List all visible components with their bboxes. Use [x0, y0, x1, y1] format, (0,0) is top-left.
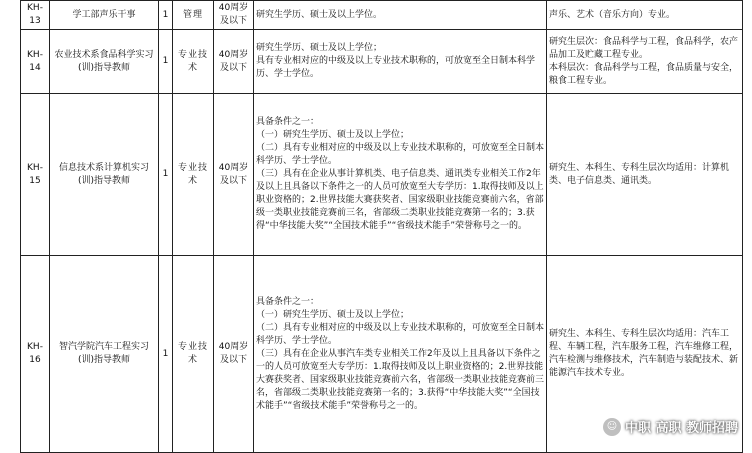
age-limit: 40周岁及以下 — [214, 94, 254, 256]
requirement-line: （二）具有专业相对应的中级及以上专业技术职称的，可放宽至全日制本科学历、学士学位。 — [256, 143, 545, 166]
position-code: KH-16 — [21, 256, 50, 453]
position-name: 学工部声乐干事 — [50, 1, 159, 30]
major-line: 本科层次：食品科学与工程，食品质量与安全，粮食工程专业。 — [549, 62, 739, 86]
requirement-line: （二）具有专业相对应的中级及以上专业技术职称的，可放宽至全日制本科学历、学士学位。 — [256, 322, 545, 346]
requirement-line: 具备条件之一： — [256, 296, 320, 307]
majors-cell — [547, 30, 743, 94]
requirement-line: （三）具有在企业从事计算机类、电子信息类、通讯类专业相关工作2年及以上且具备以下条件之一的人员可放宽至大专学历：1.取得技师及以上职业资格的；2.世界技能大赛获奖者、国家级职业技能竞赛前六名，省部级一类职业技能竞赛前三名，省部级二类职业技能竞赛第一名的；3.获得“中华技能大奖”“全国技术能手”“省级技术能手”荣誉称号之一的。 — [256, 169, 544, 231]
requirement-line: （三）具有在企业从事汽车类专业相关工作2年及以上且具备以下条件之一的人员可放宽至大专学历：1.取得技师及以上职业资格的；2.世界技能大赛获奖者、国家级职业技能竞赛前六名，省部级一类职业技能竞赛前三名，省部级二类职业技能竞赛第一名的；3.获得“中华技能大奖”“全国技术能手”“省级技术能手”荣誉称号之一的。 — [256, 348, 545, 411]
hiring-count: 1 — [159, 1, 173, 30]
table-row — [21, 1, 743, 30]
recruitment-table — [20, 0, 743, 453]
hiring-count: 1 — [159, 256, 173, 453]
wechat-icon: ☺ — [603, 418, 621, 436]
position-category: 专业技术 — [173, 30, 214, 94]
position-category: 管理 — [173, 1, 214, 30]
requirement-line: 研究生学历、硕士及以上学位。 — [256, 9, 383, 20]
watermark-text: 中职 高职 教师招聘 — [624, 421, 738, 436]
hiring-count: 1 — [159, 30, 173, 94]
major-line: 研究生层次：食品科学与工程，食品科学，农产品加工及贮藏工程专业。 — [549, 36, 739, 60]
position-code: KH-15 — [21, 94, 50, 256]
watermark — [603, 417, 738, 436]
major-line: 研究生、本科生、专科生层次均适用：计算机类、电子信息类、通讯类。 — [549, 162, 730, 186]
requirements-cell — [254, 30, 547, 94]
position-name: 智汽学院汽车工程实习(训)指导教师 — [50, 256, 159, 453]
position-name: 农业技术系食品科学实习(训)指导教师 — [50, 30, 159, 94]
table-row — [21, 30, 743, 94]
position-code: KH-14 — [21, 30, 50, 94]
major-line: 研究生、本科生、专科生层次均适用：汽车工程、车辆工程，汽车服务工程，汽车维修工程，汽车检测与维修技术，汽车制造与装配技术、新能源汽车技术专业。 — [549, 329, 739, 378]
requirements-cell — [254, 256, 547, 453]
hiring-count: 1 — [159, 94, 173, 256]
table-row — [21, 94, 743, 256]
majors-cell — [547, 94, 743, 256]
requirement-line: 具有专业相对应的中级及以上专业技术职称的，可放宽至全日制本科学历、学士学位。 — [256, 56, 536, 79]
position-category: 专业技术 — [173, 256, 214, 453]
position-category: 专业技术 — [173, 94, 214, 256]
position-code: KH-13 — [21, 1, 50, 30]
age-limit: 40周岁及以下 — [214, 30, 254, 94]
age-limit: 40周岁及以下 — [214, 1, 254, 30]
requirements-cell — [254, 1, 547, 30]
requirement-line: 具备条件之一： — [256, 117, 320, 127]
position-name: 信息技术系计算机实习(训)指导教师 — [50, 94, 159, 256]
major-line: 声乐、艺术（音乐方向）专业。 — [549, 9, 676, 20]
majors-cell — [547, 1, 743, 30]
requirement-line: 研究生学历、硕士及以上学位； — [256, 43, 383, 53]
age-limit: 40周岁及以下 — [214, 256, 254, 453]
requirement-line: （一）研究生学历、硕士及以上学位； — [256, 309, 410, 320]
requirements-cell — [254, 94, 547, 256]
requirement-line: （一）研究生学历、硕士及以上学位； — [256, 130, 410, 140]
